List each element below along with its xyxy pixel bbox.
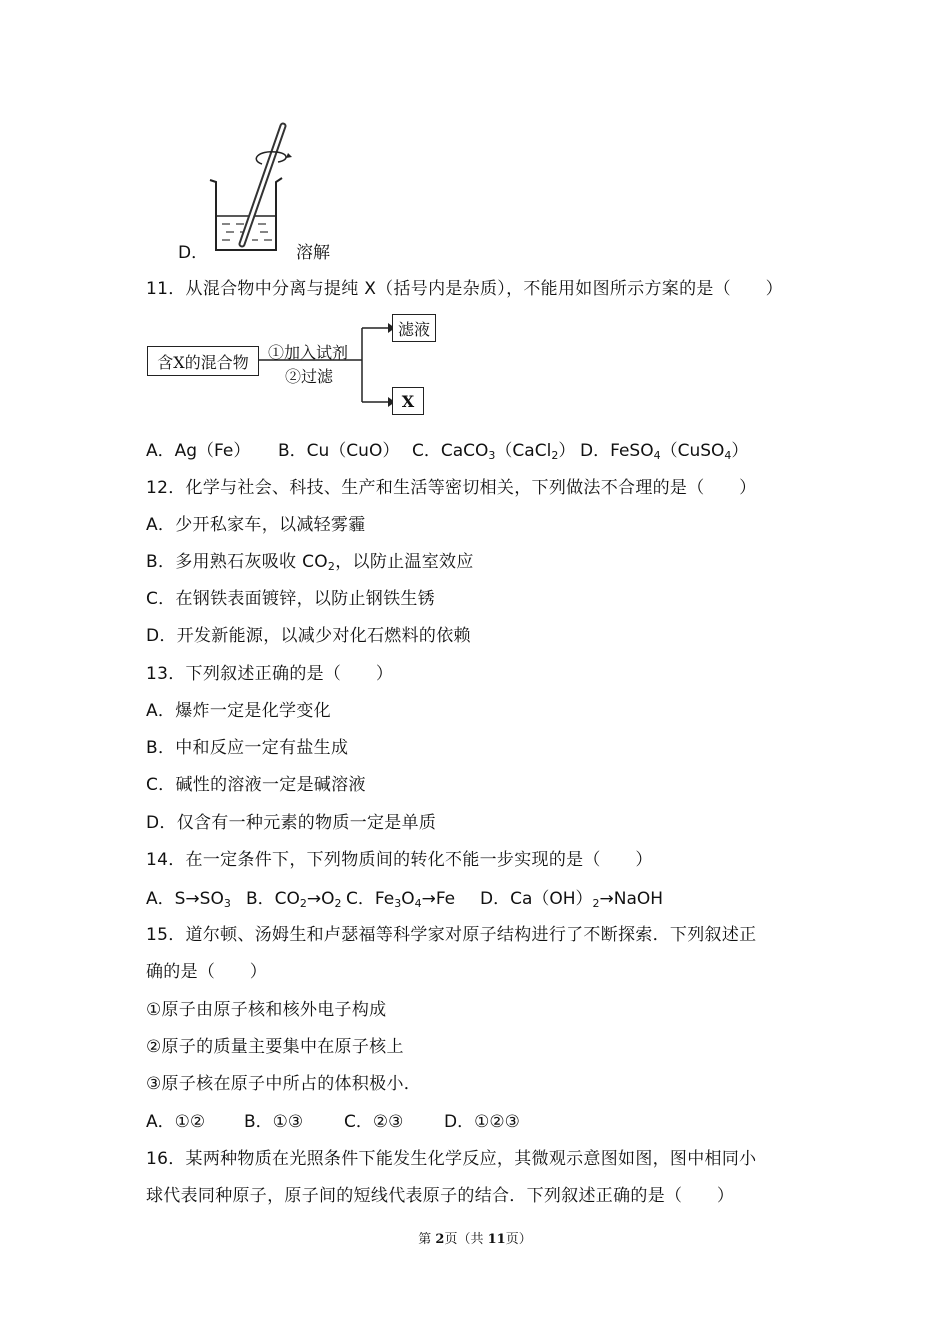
q14-option-c: C．$Fe_3O_4\to Fe$ bbox=[346, 889, 456, 910]
q14-stem: 14．在一定条件下，下列物质间的转化不能一步实现的是（ ） bbox=[146, 850, 653, 870]
page-footer: 第 2页（共 11页） bbox=[418, 1232, 532, 1247]
q14-option-b: B．$CO_2\to O_2$ bbox=[246, 889, 342, 910]
q13-option-d: D．仅含有一种元素的物质一定是单质 bbox=[146, 813, 437, 833]
q14-option-a: A．$S\to SO_3$ bbox=[146, 889, 231, 910]
q12-option-a: A．少开私家车，以减轻雾霾 bbox=[146, 515, 366, 535]
q15-option-b: B．①③ bbox=[244, 1112, 304, 1132]
q11-option-a: A．Ag（Fe） bbox=[146, 441, 251, 461]
q11-option-c: C．CaCO$_3$（CaCl$_2$） bbox=[412, 441, 576, 462]
q15-statement-3: ③原子核在原子中所占的体积极小． bbox=[146, 1074, 422, 1094]
q12-stem: 12．化学与社会、科技、生产和生活等密切相关，下列做法不合理的是（ ） bbox=[146, 478, 757, 498]
q12-option-b: B．多用熟石灰吸收 $CO_2$，以防止温室效应 bbox=[146, 552, 474, 573]
q15-option-d: D．①②③ bbox=[444, 1112, 520, 1132]
step1-label: ①加入试剂 bbox=[268, 343, 349, 362]
q13-option-c: C．碱性的溶液一定是碱溶液 bbox=[146, 775, 366, 795]
mixture-box: 含X的混合物 bbox=[147, 346, 259, 376]
q15-statement-1: ①原子由原子核和核外电子构成 bbox=[146, 1000, 387, 1020]
q16-stem-line1: 16．某两种物质在光照条件下能发生化学反应，其微观示意图如图，图中相同小 bbox=[146, 1149, 757, 1169]
beaker-stirring-illustration bbox=[200, 120, 300, 260]
q15-statement-2: ②原子的质量主要集中在原子核上 bbox=[146, 1037, 404, 1057]
q11-option-b: B．Cu（CuO） bbox=[278, 441, 400, 461]
q11-option-d: D．FeSO$_4$（CuSO$_4$） bbox=[580, 441, 749, 462]
q13-option-b: B．中和反应一定有盐生成 bbox=[146, 738, 349, 758]
q10-option-d-label: D． bbox=[178, 243, 209, 263]
q16-stem-line2: 球代表同种原子，原子间的短线代表原子的结合．下列叙述正确的是（ ） bbox=[146, 1186, 735, 1206]
q11-stem: 11．从混合物中分离与提纯 X（括号内是杂质），不能用如图所示方案的是（ ） bbox=[146, 279, 783, 299]
filtrate-box: 滤液 bbox=[392, 314, 436, 342]
q15-stem-line1: 15．道尔顿、汤姆生和卢瑟福等科学家对原子结构进行了不断探索．下列叙述正 bbox=[146, 925, 757, 945]
q10-option-d-text: 溶解 bbox=[296, 243, 330, 263]
q15-stem-line2: 确的是（ ） bbox=[146, 962, 268, 982]
product-box: X bbox=[392, 387, 424, 415]
step2-label: ②过滤 bbox=[285, 367, 334, 386]
q14-option-d: D．$Ca(OH)_2\to NaOH$ bbox=[480, 889, 664, 910]
q12-option-c: C．在钢铁表面镀锌，以防止钢铁生锈 bbox=[146, 589, 435, 609]
q15-option-a: A．①② bbox=[146, 1112, 206, 1132]
q15-option-c: C．②③ bbox=[344, 1112, 404, 1132]
q13-stem: 13．下列叙述正确的是（ ） bbox=[146, 664, 394, 684]
q13-option-a: A．爆炸一定是化学变化 bbox=[146, 701, 331, 721]
q12-option-d: D．开发新能源，以减少对化石燃料的依赖 bbox=[146, 626, 471, 646]
